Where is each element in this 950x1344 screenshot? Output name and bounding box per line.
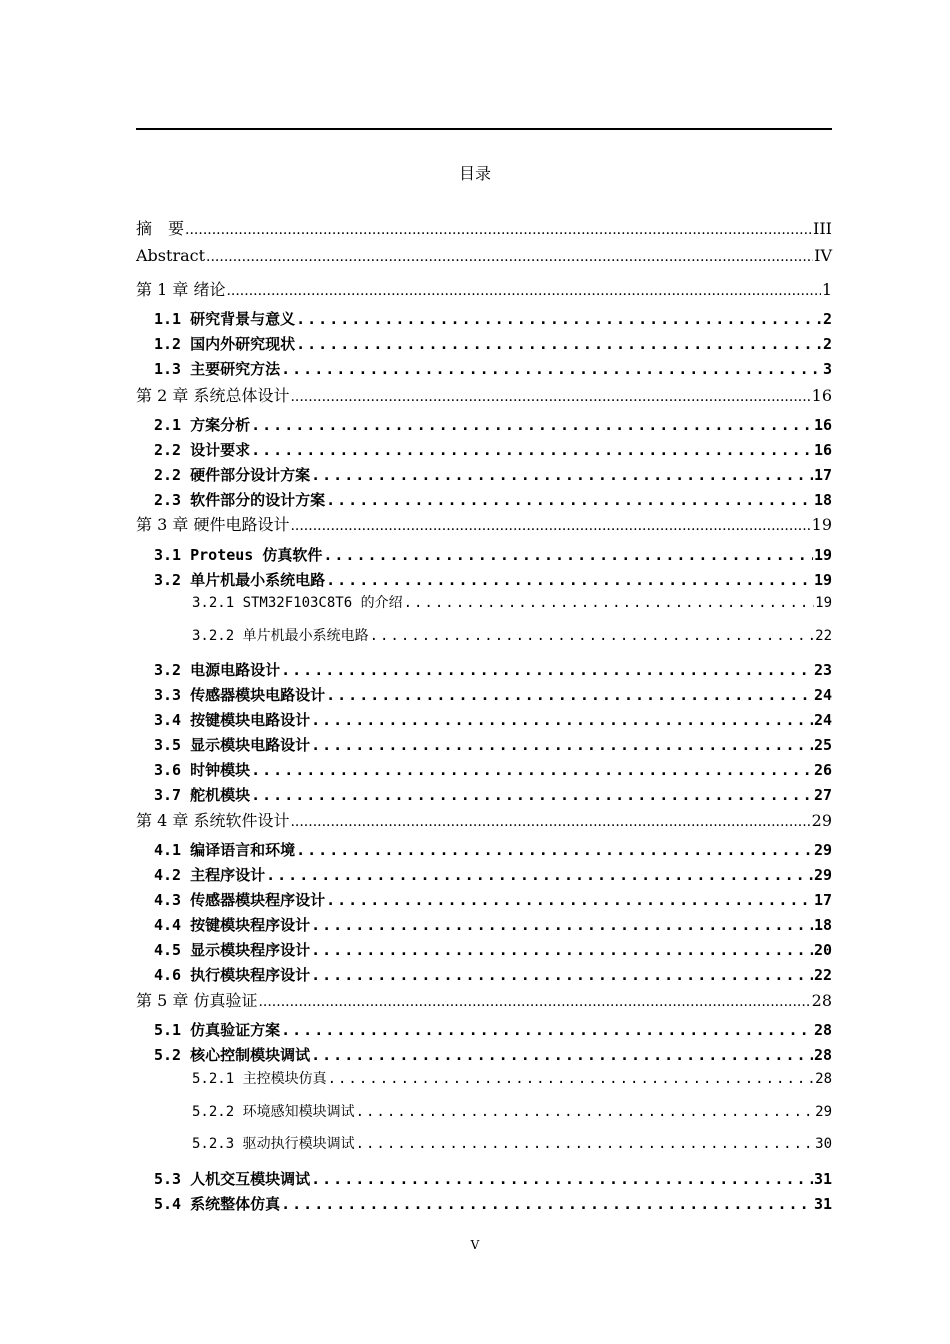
toc-entry-page: 22 <box>813 966 832 984</box>
toc-entry-page: 16 <box>811 386 832 405</box>
toc-entry-label: 1.2 国内外研究现状 <box>154 335 296 353</box>
toc-entry-label: 5.4 系统整体仿真 <box>154 1195 281 1213</box>
toc-entry-label: 5.1 仿真验证方案 <box>154 1021 281 1039</box>
toc-entry[interactable] <box>136 246 832 265</box>
toc-entry-label: 2.2 设计要求 <box>154 441 251 459</box>
toc-entry[interactable] <box>136 889 832 910</box>
toc-leader-dots <box>311 916 813 934</box>
toc-leader-dots <box>326 891 813 909</box>
toc-entry-label: 4.5 显示模块程序设计 <box>154 941 311 959</box>
toc-leader-dots <box>281 360 822 378</box>
toc-leader-dots <box>281 1021 813 1039</box>
toc-entry-label: 3.7 舵机模块 <box>154 786 251 804</box>
toc-entry[interactable] <box>136 808 832 831</box>
toc-leader-dots <box>326 491 813 509</box>
toc-entry[interactable] <box>136 1193 832 1214</box>
toc-leader-dots <box>311 466 813 484</box>
toc-entry-page: 29 <box>813 866 832 884</box>
toc-entry[interactable] <box>136 914 832 935</box>
toc-entry-label: 第 5 章 仿真验证 <box>136 991 258 1010</box>
toc-entry-page: 31 <box>813 1195 832 1213</box>
toc-entry-label: 4.3 传感器模块程序设计 <box>154 891 326 909</box>
page-number: V <box>470 1238 480 1252</box>
toc-entry-label: 第 4 章 系统软件设计 <box>136 811 290 830</box>
toc-entry[interactable] <box>136 544 832 565</box>
toc-entry-label: 2.2 硬件部分设计方案 <box>154 466 311 484</box>
toc-entry[interactable] <box>136 939 832 960</box>
toc-entry-page: III <box>813 219 832 238</box>
toc-entry-page: 29 <box>813 841 832 859</box>
toc-entry[interactable] <box>136 864 832 885</box>
toc-entry-page: 16 <box>813 441 832 459</box>
toc-entry-page: 3 <box>822 360 832 378</box>
toc-entry-page: 22 <box>815 628 832 644</box>
toc-entry-label: 4.1 编译语言和环境 <box>154 841 296 859</box>
toc-entry-page: 23 <box>813 661 832 679</box>
toc-entry[interactable] <box>136 964 832 985</box>
toc-leader-dots <box>281 1195 813 1213</box>
toc-leader-dots <box>251 441 813 459</box>
toc-leader-dots <box>404 595 815 611</box>
toc-leader-dots <box>296 310 822 328</box>
toc-entry[interactable] <box>136 1068 832 1088</box>
toc-leader-dots <box>311 941 813 959</box>
toc-entry[interactable] <box>136 216 832 239</box>
toc-entry-page: 26 <box>813 761 832 779</box>
toc-entry-label: 3.2 单片机最小系统电路 <box>154 571 326 589</box>
toc-entry-page: 27 <box>813 786 832 804</box>
toc-entry-page: 20 <box>813 941 832 959</box>
toc-leader-dots <box>206 249 813 265</box>
toc-leader-dots <box>185 222 812 238</box>
toc-entry-page: 19 <box>815 595 832 611</box>
toc-entry-page: 24 <box>813 711 832 729</box>
toc-entry-label: 4.6 执行模块程序设计 <box>154 966 311 984</box>
toc-entry[interactable] <box>136 308 832 329</box>
toc-entry-page: 2 <box>822 335 832 353</box>
toc-entry[interactable] <box>136 684 832 705</box>
toc-entry-page: IV <box>814 246 832 265</box>
toc-entry[interactable] <box>136 1044 832 1065</box>
toc-leader-dots <box>296 335 822 353</box>
toc-entry-label: 5.3 人机交互模块调试 <box>154 1170 311 1188</box>
toc-entry[interactable] <box>136 625 832 645</box>
toc-entry-page: 17 <box>813 891 832 909</box>
toc-leader-dots <box>266 866 813 884</box>
toc-entry-label: 3.6 时钟模块 <box>154 761 251 779</box>
toc-entry-page: 28 <box>813 1046 832 1064</box>
toc-entry-label: 2.1 方案分析 <box>154 416 251 434</box>
toc-entry-label: 5.2.3 驱动执行模块调试 <box>192 1136 355 1152</box>
toc-title: 目录 <box>458 164 491 183</box>
toc-entry-label: 3.1 Proteus 仿真软件 <box>154 546 323 564</box>
toc-entry[interactable] <box>136 333 832 354</box>
toc-entry[interactable] <box>136 592 832 612</box>
toc-leader-dots <box>311 1046 813 1064</box>
toc-leader-dots <box>281 661 813 679</box>
toc-entry[interactable] <box>136 659 832 680</box>
toc-entry[interactable] <box>136 383 832 406</box>
toc-entry-page: 31 <box>813 1170 832 1188</box>
toc-entry[interactable] <box>136 489 832 510</box>
toc-leader-dots <box>328 1071 815 1087</box>
toc-entry-page: 18 <box>813 916 832 934</box>
toc-entry-page: 18 <box>813 491 832 509</box>
toc-entry[interactable] <box>136 464 832 485</box>
toc-entry[interactable] <box>136 512 832 535</box>
toc-leader-dots <box>311 711 813 729</box>
toc-leader-dots <box>356 1136 815 1152</box>
toc-entry-label: 5.2.1 主控模块仿真 <box>192 1071 327 1087</box>
header-rule <box>136 128 832 130</box>
toc-entry-page: 19 <box>813 571 832 589</box>
toc-entry-label: 5.2 核心控制模块调试 <box>154 1046 311 1064</box>
toc-leader-dots <box>323 546 813 564</box>
toc-leader-dots <box>311 736 813 754</box>
toc-leader-dots <box>290 518 810 534</box>
toc-entry-page: 28 <box>815 1071 832 1087</box>
toc-entry-page: 19 <box>811 515 832 534</box>
toc-entry-label: 1.3 主要研究方法 <box>154 360 281 378</box>
toc-entry-page: 28 <box>813 1021 832 1039</box>
toc-entry[interactable] <box>136 414 832 435</box>
toc-leader-dots <box>326 686 813 704</box>
toc-entry-label: 3.5 显示模块电路设计 <box>154 736 311 754</box>
toc-entry-label: 3.3 传感器模块电路设计 <box>154 686 326 704</box>
toc-entry-label: 第 1 章 绪论 <box>136 280 226 299</box>
toc-entry-page: 30 <box>815 1136 832 1152</box>
toc-entry[interactable] <box>136 1168 832 1189</box>
toc-entry[interactable] <box>136 839 832 860</box>
toc-leader-dots <box>258 994 810 1010</box>
toc-entry[interactable] <box>136 759 832 780</box>
toc-entry-page: 29 <box>811 811 832 830</box>
toc-entry-page: 28 <box>811 991 832 1010</box>
toc-leader-dots <box>356 1104 815 1120</box>
toc-entry-label: 3.2 电源电路设计 <box>154 661 281 679</box>
toc-leader-dots <box>311 966 813 984</box>
toc-entry[interactable] <box>136 439 832 460</box>
toc-entry-page: 29 <box>815 1104 832 1120</box>
toc-entry-label: 摘 要 <box>136 219 185 238</box>
toc-entry[interactable] <box>136 988 832 1011</box>
toc-entry-page: 17 <box>813 466 832 484</box>
toc-leader-dots <box>251 416 813 434</box>
toc-entry-page: 1 <box>821 280 832 299</box>
toc-entry[interactable] <box>136 1101 832 1121</box>
toc-leader-dots <box>251 761 813 779</box>
toc-leader-dots <box>370 628 815 644</box>
toc-entry[interactable] <box>136 1133 832 1153</box>
toc-entry-label: 第 3 章 硬件电路设计 <box>136 515 290 534</box>
toc-leader-dots <box>290 389 810 405</box>
toc-entry[interactable] <box>136 1019 832 1040</box>
toc-entry-label: 4.4 按键模块程序设计 <box>154 916 311 934</box>
toc-entry[interactable] <box>136 277 832 300</box>
toc-entry-label: 3.2.1 STM32F103C8T6 的介绍 <box>192 595 403 611</box>
toc-entry-label: 第 2 章 系统总体设计 <box>136 386 290 405</box>
toc-leader-dots <box>290 814 810 830</box>
toc-entry-label: 4.2 主程序设计 <box>154 866 266 884</box>
toc-entry[interactable] <box>136 709 832 730</box>
toc-entry-page: 16 <box>813 416 832 434</box>
toc-entry-page: 25 <box>813 736 832 754</box>
toc-entry-page: 19 <box>813 546 832 564</box>
toc-entry[interactable] <box>136 358 832 379</box>
toc-entry-page: 2 <box>822 310 832 328</box>
toc-entry[interactable] <box>136 734 832 755</box>
toc-leader-dots <box>326 571 813 589</box>
toc-leader-dots <box>296 841 813 859</box>
toc-entry-label: 5.2.2 环境感知模块调试 <box>192 1104 355 1120</box>
toc-entry-label: Abstract <box>136 246 206 265</box>
toc-entry-label: 3.2.2 单片机最小系统电路 <box>192 628 369 644</box>
toc-entry-label: 2.3 软件部分的设计方案 <box>154 491 326 509</box>
toc-entry[interactable] <box>136 569 832 590</box>
toc-entry-page: 24 <box>813 686 832 704</box>
toc-entry[interactable] <box>136 784 832 805</box>
toc-leader-dots <box>311 1170 813 1188</box>
toc-entry-label: 1.1 研究背景与意义 <box>154 310 296 328</box>
toc-leader-dots <box>251 786 813 804</box>
toc-entry-label: 3.4 按键模块电路设计 <box>154 711 311 729</box>
toc-leader-dots <box>226 283 820 299</box>
